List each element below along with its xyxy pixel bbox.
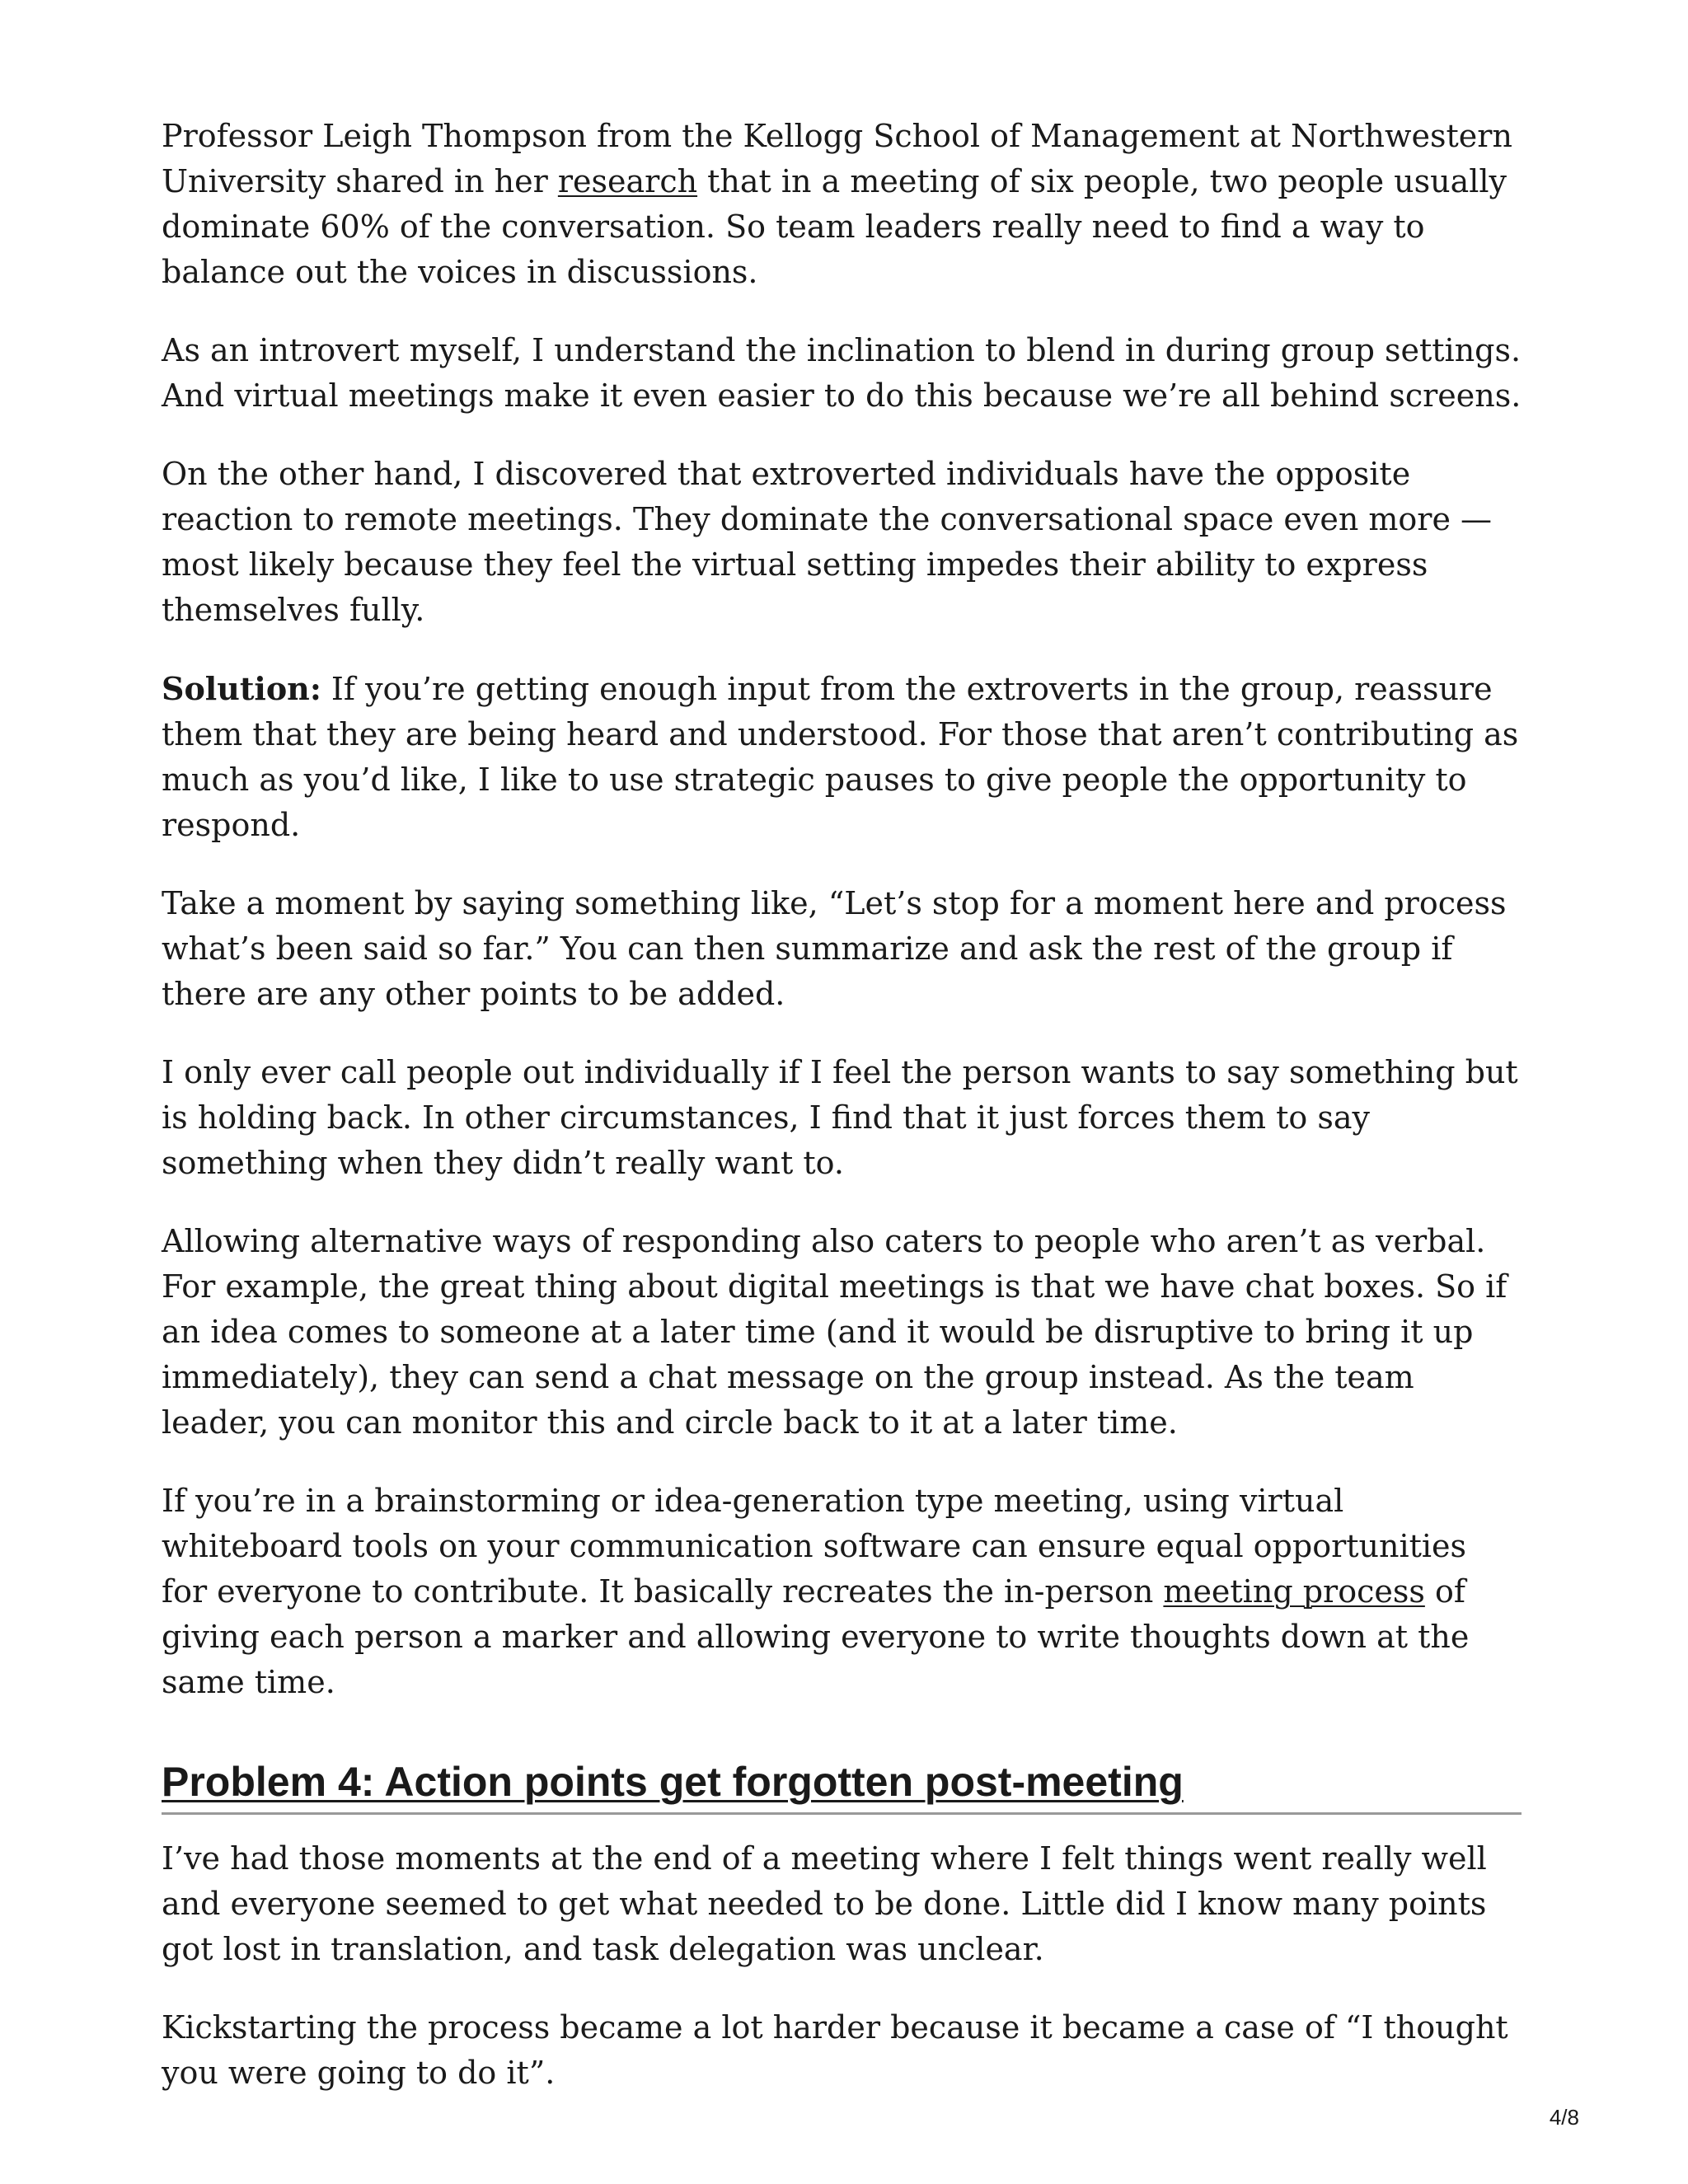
paragraph-end-of-meeting: I’ve had those moments at the end of a meeting where I felt things went really well and everyone seemed to get what needed to be done. Little did I know many points got lost in translation, and task delegation was unclear. <box>162 1840 1487 1967</box>
section-heading-link[interactable]: Problem 4: Action points get forgotten post-meeting <box>162 1759 1184 1805</box>
paragraph-text: of giving each person a marker and allowing everyone to write thoughts down at the same time. <box>162 1573 1470 1700</box>
paragraph-call-people-out: I only ever call people out individually if I feel the person wants to say something but is holding back. In other circumstances, I find that it just forces them to say something when they didn’t really want to. <box>162 1054 1518 1181</box>
paragraph-introvert: As an introvert myself, I understand the inclination to blend in during group settings. And virtual meetings make it even easier to do this because we’re all behind screens. <box>162 332 1522 414</box>
paragraph-take-a-moment: Take a moment by saying something like, “Let’s stop for a moment here and process what’s been said so far.” You can then summarize and ask the rest of the group if there are any other points to be added. <box>162 885 1507 1012</box>
paragraph-text: Professor Leigh Thompson from the Kellogg School of Management at Northwestern University shared in her <box>162 118 1512 199</box>
section-heading <box>162 1756 1522 1815</box>
paragraph-text: that in a meeting of six people, two people usually dominate 60% of the conversation. So team leaders really need to find a way to balance out the voices in discussions. <box>162 163 1507 290</box>
paragraph-thompson-research <box>162 114 1522 295</box>
paragraph-kickstarting: Kickstarting the process became a lot harder because it became a case of “I thought you were going to do it”. <box>162 2009 1508 2091</box>
paragraph-text: If you’re in a brainstorming or idea-generation type meeting, using virtual whiteboard tools on your communication software can ensure equal opportunities for everyone to contribute. It basically recreates the in-person <box>162 1483 1467 1610</box>
paragraph-alternative-ways: Allowing alternative ways of responding also caters to people who aren’t as verbal. For example, the great thing about digital meetings is that we have chat boxes. So if an idea comes to someone at a later time (and it would be disruptive to bring it up immediately), they can send a chat message on the group instead. As the team leader, you can monitor this and circle back to it at a later time. <box>162 1223 1507 1441</box>
paragraph-text: If you’re getting enough input from the extroverts in the group, reassure them that they are being heard and understood. For those that aren’t contributing as much as you’d like, I like to use strategic pauses to give people the opportunity to respond. <box>162 671 1519 843</box>
page-number: 4/8 <box>1549 2105 1579 2130</box>
paragraph-whiteboard <box>162 1479 1522 1705</box>
paragraph-extroverts: On the other hand, I discovered that extroverted individuals have the opposite reaction to remote meetings. They dominate the conversational space even more — most likely because they feel the virtual setting impedes their ability to express themselves fully. <box>162 456 1493 628</box>
meeting-process-link[interactable]: meeting process <box>1163 1573 1425 1610</box>
paragraph-solution <box>162 666 1522 848</box>
research-link[interactable]: research <box>557 163 698 199</box>
solution-label: Solution: <box>162 670 321 707</box>
article-body <box>162 114 1522 2129</box>
